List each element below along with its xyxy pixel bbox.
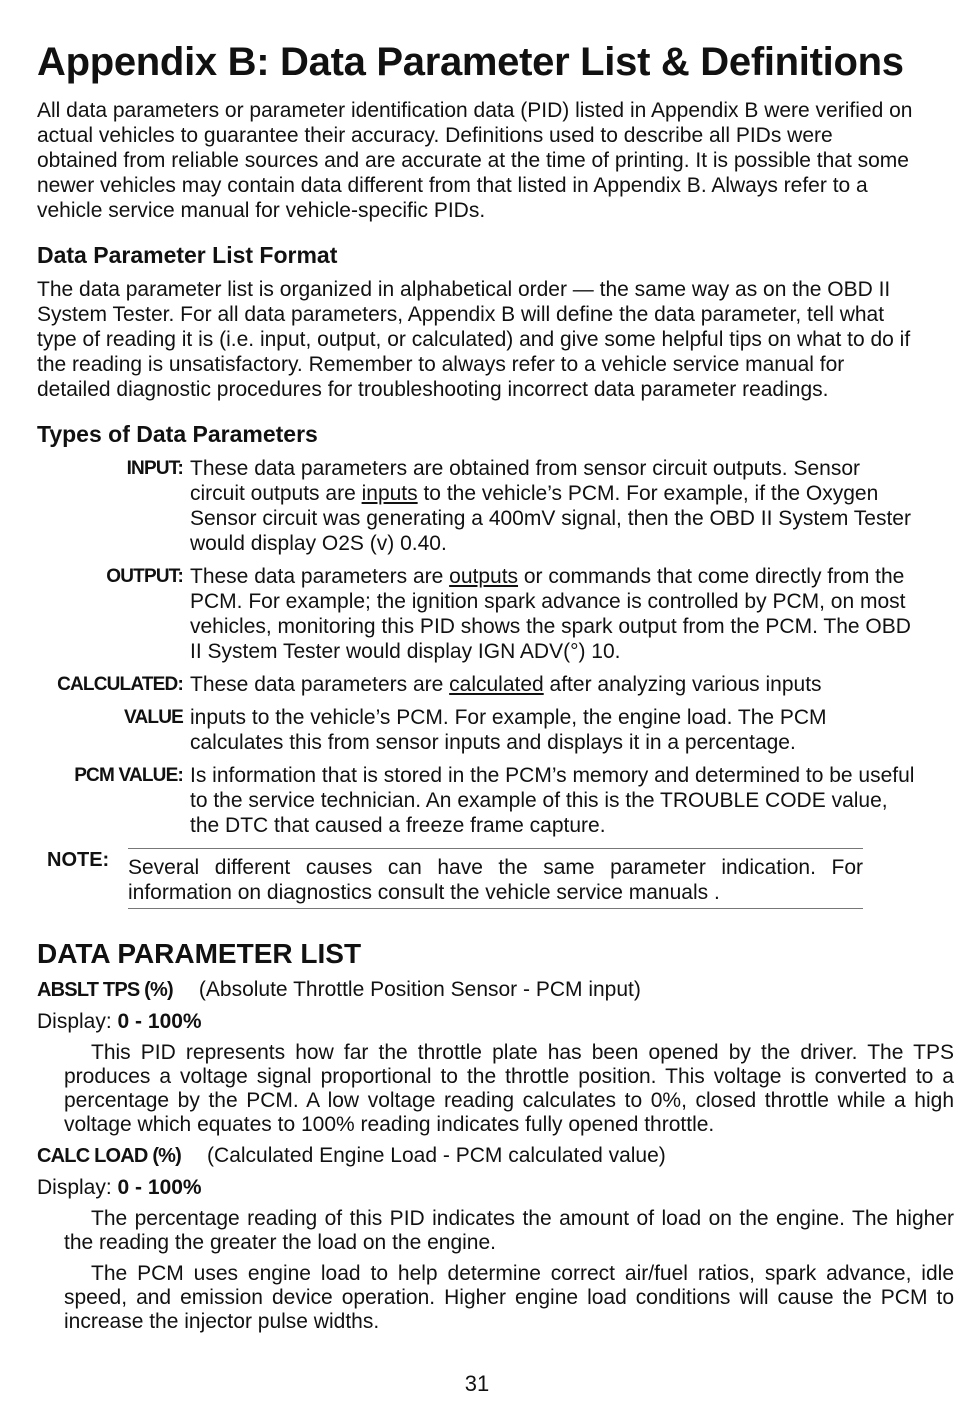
underlined-term: calculated <box>449 673 544 696</box>
display-label: Display: <box>37 1010 112 1033</box>
note-text: Several different causes can have the same parameter indication. For information on diagnostics consult the vehicle service manuals . <box>128 848 863 909</box>
pid-name: ABSLT TPS (%) <box>37 979 173 1001</box>
pid-header <box>37 1143 917 1169</box>
desc-text: after analyzing various inputs <box>543 673 822 696</box>
desc-text: These data parameters are obtained from sensor circuit outputs. Sensor circuit outputs are <box>190 457 861 505</box>
type-input <box>37 456 917 556</box>
display-range: 0 - 100% <box>117 1010 202 1033</box>
desc-text: to the vehicle’s PCM. For example, if the Oxygen Sensor circuit was generating a 400mV signal, then the OBD II System Tester would display O2S (v) 0.40. <box>190 482 911 555</box>
format-heading: Data Parameter List Format <box>37 242 338 268</box>
pid-paragraph: This PID represents how far the throttle plate has been opened by the driver. The TPS produces a voltage signal proportional to the throttle position. This voltage is converted to a percentage by the PCM. A low voltage reading calculates to 0%, closed throttle while a high voltage which equates to 100% reading indicates fully opened throttle. <box>64 1041 954 1136</box>
type-description <box>190 456 917 556</box>
types-list <box>37 456 917 838</box>
pid-name: CALC LOAD (%) <box>37 1145 182 1167</box>
format-paragraph: The data parameter list is organized in alphabetical order — the same way as on the OBD II System Tester. For all data parameters, Appendix B will define the data parameter, tell what type of reading it is (i.e. input, output, or calculated) and give some helpful tips on what to do if the reading is unsatisfactory. Remember to always refer to a vehicle service manual for detailed diagnostic procedures for troubleshooting incorrect data parameter readings. <box>37 278 911 401</box>
desc-text: These data parameters are <box>190 565 450 588</box>
pid-header <box>37 977 917 1003</box>
pid-entry-calc-load <box>37 1143 954 1334</box>
underlined-term: inputs <box>361 482 418 505</box>
type-label: INPUT: <box>126 458 183 479</box>
type-pcm-value <box>37 763 917 838</box>
type-description: inputs to the vehicle’s PCM. For example, the engine load. The PCM calculates this from sensor inputs and displays it in a percentage. <box>190 706 827 754</box>
type-description: Is information that is stored in the PCM’s memory and determined to be useful to the service technician. An example of this is the TROUBLE CODE value, the DTC that caused a freeze frame capture. <box>190 764 915 837</box>
pid-paragraph: The PCM uses engine load to help determine correct air/fuel ratios, spark advance, idle speed, and emission device operation. Higher engine load conditions will cause the PCM to increase the injector pulse widths. <box>64 1262 954 1333</box>
type-label: PCM VALUE: <box>74 765 183 786</box>
note-label: NOTE: <box>47 849 110 871</box>
display-range: 0 - 100% <box>117 1176 202 1199</box>
pid-display <box>37 1009 917 1034</box>
type-output <box>37 564 917 664</box>
pid-paragraph: The percentage reading of this PID indicates the amount of load on the engine. The higher the reading the greater the load on the engine. <box>64 1207 954 1254</box>
display-label: Display: <box>37 1176 112 1199</box>
pid-entry-abslt-tps <box>37 977 954 1137</box>
intro-paragraph: All data parameters or parameter identification data (PID) listed in Appendix B were verified on actual vehicles to guarantee their accuracy. Definitions used to describe all PIDs were obtained from reliable sources and are accurate at the time of printing. It is possible that some newer vehicles may contain data different from that listed in Appendix B. Always refer to a vehicle service manual for vehicle-specific PIDs. <box>37 99 913 222</box>
document-page <box>37 36 954 1334</box>
list-heading: DATA PARAMETER LIST <box>37 938 362 969</box>
type-label: CALCULATED: <box>57 674 183 695</box>
desc-text: or commands that come directly from the PCM. For example; the ignition spark advance is controlled by PCM, on most vehicles, monitoring this PID shows the spark output from the PCM. The OBD II System Tester would display IGN ADV(°) 10. <box>190 565 911 663</box>
type-calculated <box>37 672 917 697</box>
types-heading: Types of Data Parameters <box>37 421 318 447</box>
type-description <box>190 564 917 664</box>
underlined-term: outputs <box>449 565 519 588</box>
page-title: Appendix B: Data Parameter List & Definitions <box>37 40 904 84</box>
pid-display <box>37 1175 917 1200</box>
page-number: 31 <box>464 1371 490 1396</box>
type-value <box>37 705 917 755</box>
type-label: VALUE <box>124 707 183 728</box>
type-description <box>190 672 917 697</box>
pid-description: (Absolute Throttle Position Sensor - PCM input) <box>198 978 641 1001</box>
desc-text: These data parameters are <box>190 673 450 696</box>
pid-description: (Calculated Engine Load - PCM calculated value) <box>207 1144 666 1167</box>
type-label: OUTPUT: <box>106 566 183 587</box>
note-block <box>47 848 863 909</box>
